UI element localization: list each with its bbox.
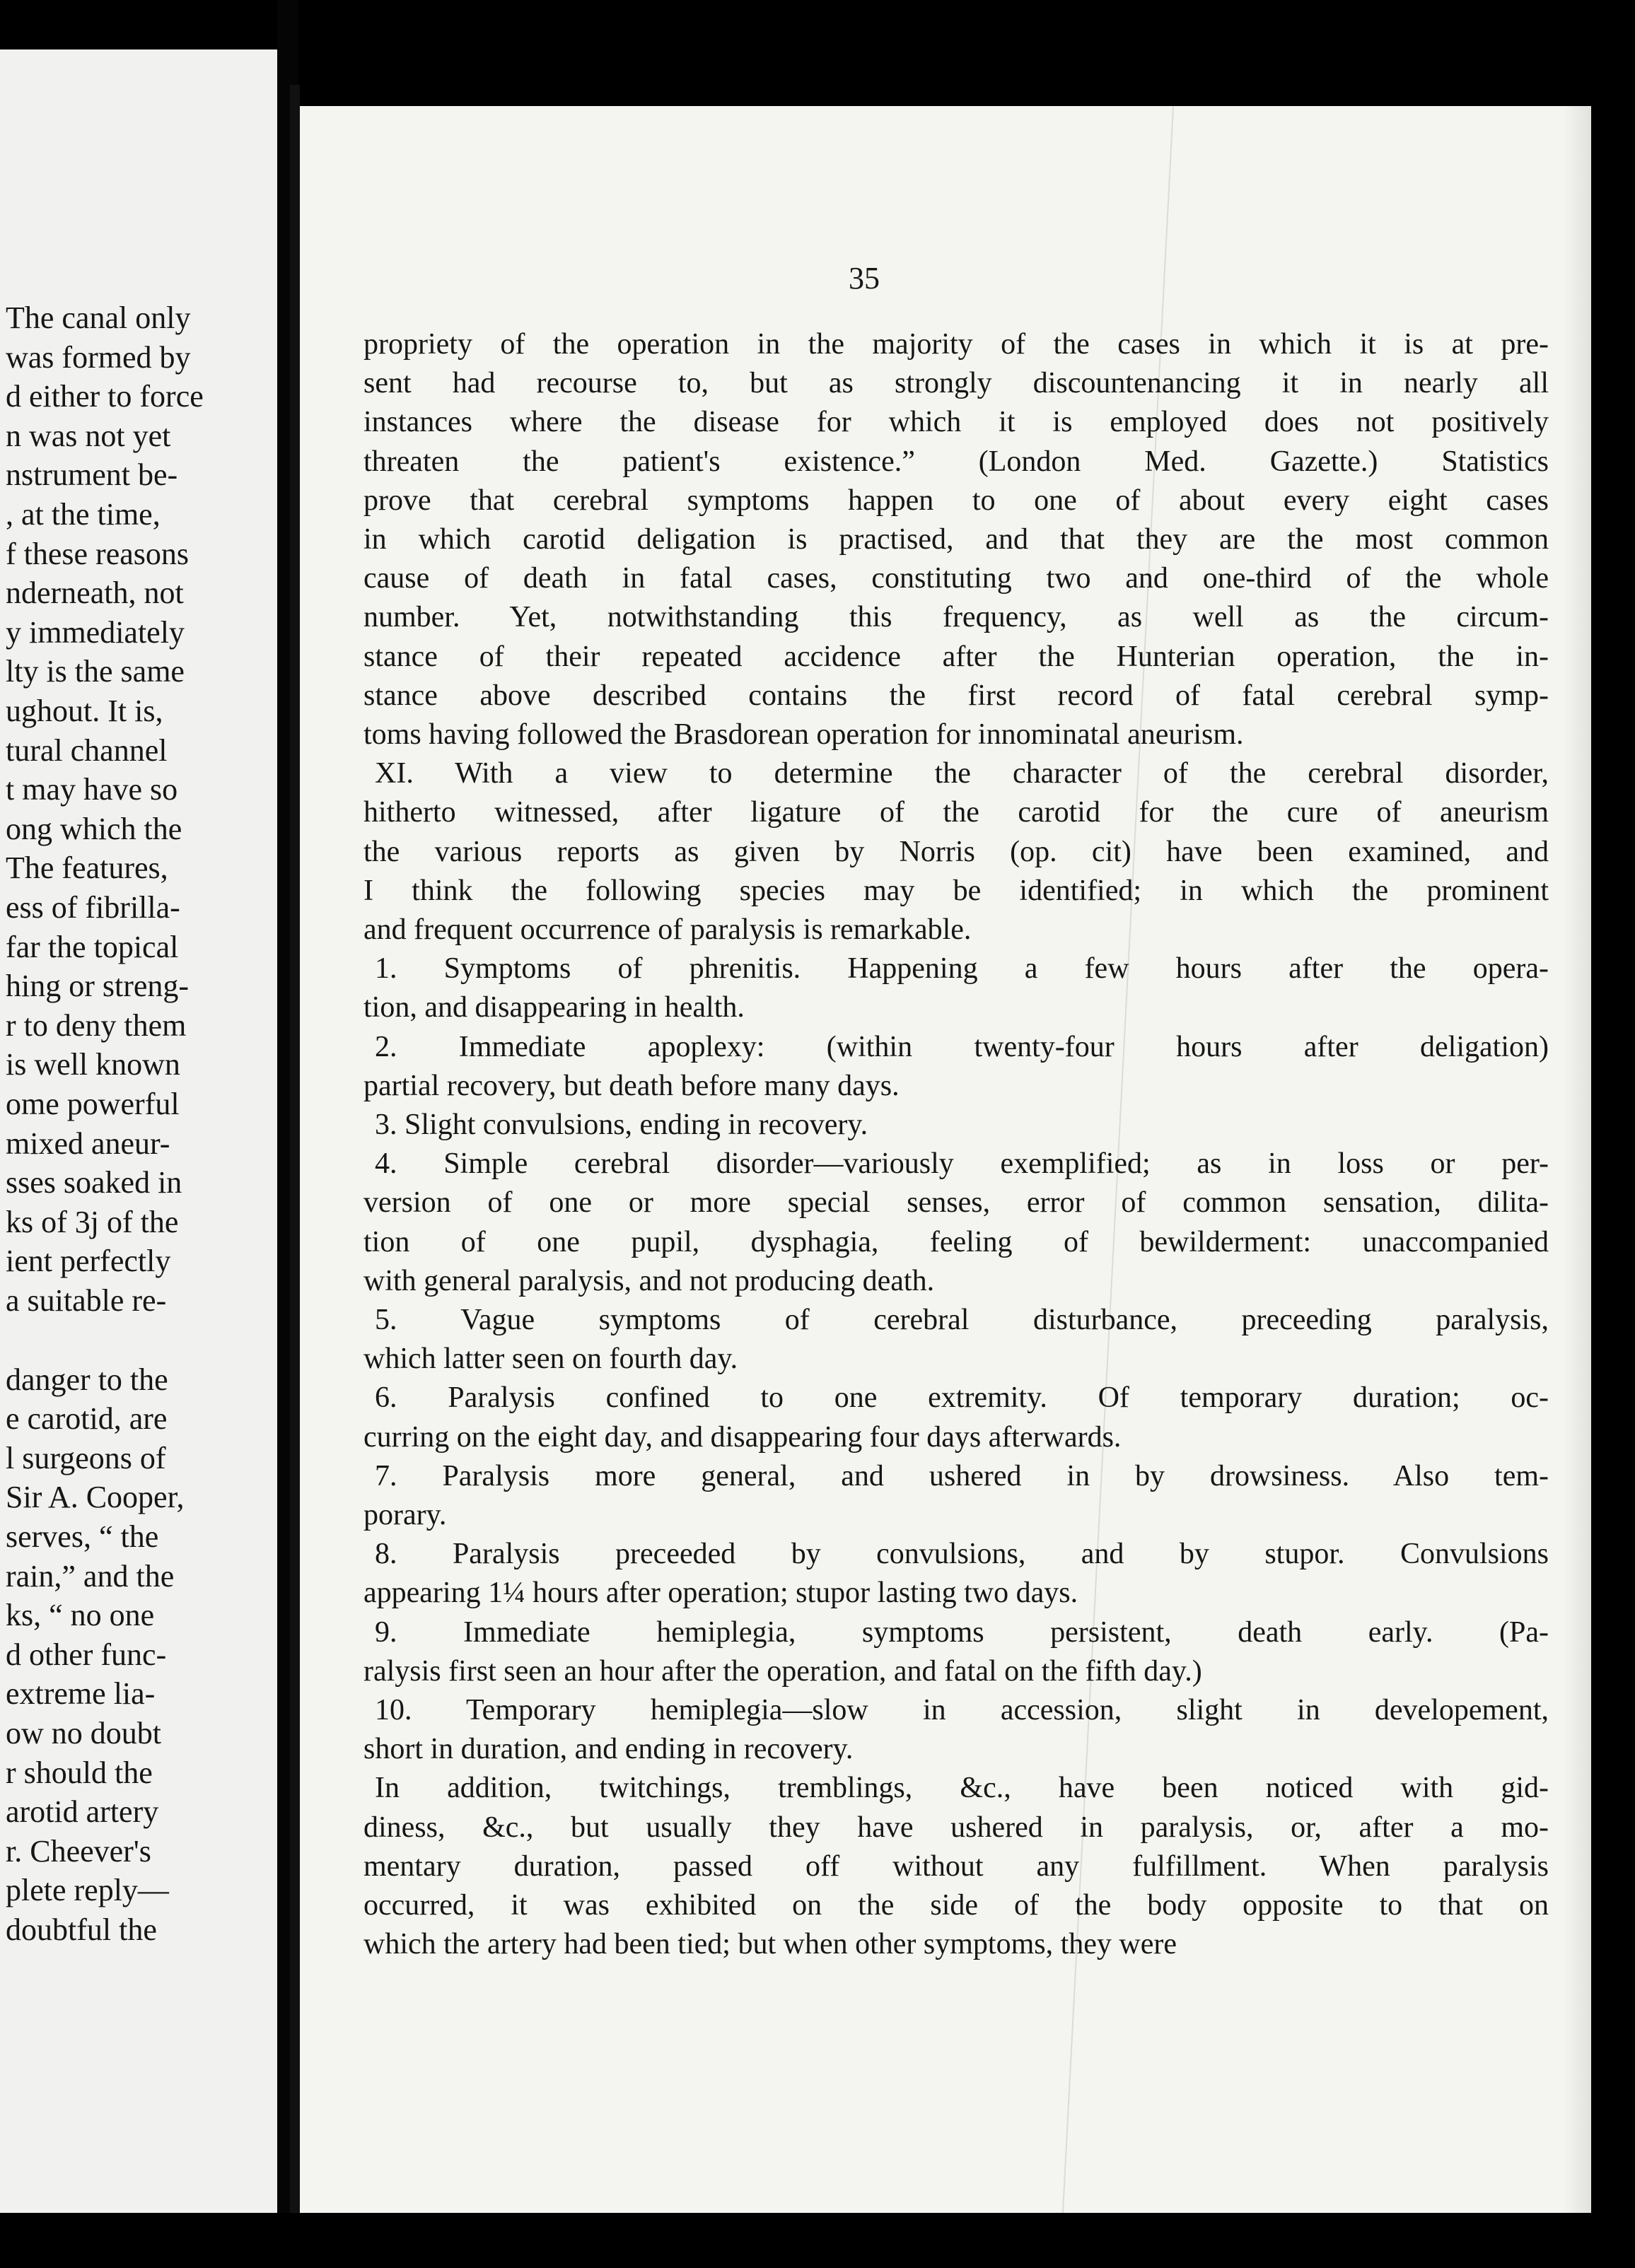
facing-page-line: ow no doubt — [6, 1716, 161, 1750]
text-line: instances where the disease for which it is employed does not positively — [363, 406, 1549, 439]
facing-page-line: was formed by — [6, 339, 191, 375]
facing-page-line: arotid artery — [6, 1794, 159, 1830]
text-line: which latter seen on fourth day. — [363, 1343, 738, 1376]
text-line: short in duration, and ending in recovery. — [363, 1733, 854, 1766]
text-line: 1. Symptoms of phrenitis. Happening a few hours after the opera- — [375, 952, 1549, 986]
facing-page-line: e carotid, are — [6, 1401, 168, 1437]
text-line: stance above described contains the first record of fatal cerebral symp- — [363, 679, 1549, 712]
text-line: prove that cerebral symptoms happen to one of about every eight cases — [363, 484, 1549, 517]
text-line: cause of death in fatal cases, constituting two and one-third of the whole — [363, 562, 1549, 595]
text-line: 5. Vague symptoms of cerebral disturbance, preceeding paralysis, — [375, 1304, 1549, 1336]
text-line: 2. Immediate apoplexy: (within twenty-four hours after deligation) — [375, 1030, 1549, 1063]
text-line: 6. Paralysis confined to one extremity. Of temporary duration; oc- — [375, 1381, 1549, 1415]
text-line: 9. Immediate hemiplegia, symptoms persistent, death early. (Pa- — [375, 1615, 1549, 1649]
facing-page-line: f these reasons — [6, 536, 190, 571]
text-line: 4. Simple cerebral disorder—variously exemplified; as in loss or per- — [375, 1147, 1549, 1181]
text-line: occurred, it was exhibited on the side of the body opposite to that on — [363, 1889, 1549, 1922]
facing-page-line: The canal only — [6, 300, 191, 335]
facing-page-line: d other func- — [6, 1637, 167, 1672]
facing-page-line: ks of 3j of the — [6, 1204, 179, 1239]
text-line: which the artery had been tied; but when other symptoms, they were — [363, 1928, 1177, 1961]
text-line: propriety of the operation in the majority of the cases in which it is at pre- — [363, 328, 1549, 361]
text-line: mentary duration, passed off without any fulfillment. When paralysis — [363, 1849, 1549, 1883]
text-line: with general paralysis, and not producing death. — [363, 1264, 935, 1297]
facing-page-line: r should the — [6, 1755, 153, 1790]
facing-page-line: ong which the — [6, 811, 182, 846]
facing-page-line: ome powerful — [6, 1087, 180, 1121]
facing-page-line: serves, “ the — [6, 1519, 159, 1554]
gutter-edge — [290, 85, 300, 2268]
text-line: in which carotid deligation is practised, and that they are the most common — [363, 523, 1549, 556]
facing-page-line: extreme lia- — [6, 1676, 156, 1712]
text-line: diness, &c., but usually they have ushered in paralysis, or, after a mo- — [363, 1811, 1549, 1844]
facing-page-line: hing or streng- — [6, 969, 190, 1004]
facing-page-line: d either to force — [6, 379, 204, 414]
facing-page-line: rain,” and the — [6, 1558, 175, 1594]
facing-page-line: t may have so — [6, 772, 178, 807]
facing-page-line: l surgeons of — [6, 1440, 166, 1475]
text-line: 7. Paralysis more general, and ushered in by drowsiness. Also tem- — [375, 1459, 1549, 1492]
text-line: version of one or more special senses, error of common sensation, dilita- — [363, 1186, 1549, 1220]
text-line: 3. Slight convulsions, ending in recovery. — [375, 1109, 868, 1141]
page-edge-shadow — [1563, 106, 1591, 2213]
facing-page-line: tural channel — [6, 732, 168, 768]
facing-page-line: danger to the — [6, 1362, 168, 1397]
page-number: 35 — [849, 261, 880, 296]
text-line: sent had recourse to, but as strongly discountenancing it in nearly all — [363, 367, 1549, 400]
text-line: tion, and disappearing in health. — [363, 991, 745, 1024]
facing-page-line: ks, “ no one — [6, 1598, 155, 1633]
facing-page-line: The features, — [6, 850, 168, 886]
facing-page-line: mixed aneur- — [6, 1126, 170, 1161]
facing-page-line: doubtful the — [6, 1912, 157, 1947]
text-line: curring on the eight day, and disappearing four days afterwards. — [363, 1420, 1122, 1454]
text-line: the various reports as given by Norris (op. cit) have been examined, and — [363, 835, 1549, 868]
text-line: partial recovery, but death before many days. — [363, 1069, 900, 1102]
scan-border-bottom — [0, 2213, 1635, 2268]
text-line: porary. — [363, 1499, 447, 1531]
facing-page-line: nderneath, not — [6, 575, 184, 611]
facing-page-fragment — [0, 49, 277, 2268]
text-line: appearing 1¼ hours after operation; stupor lasting two days. — [363, 1577, 1078, 1610]
facing-page-line: y immediately — [6, 614, 185, 650]
facing-page-line: is well known — [6, 1047, 180, 1082]
facing-page-line: r. Cheever's — [6, 1833, 151, 1869]
facing-page-line: a suitable re- — [6, 1283, 167, 1318]
facing-page-line: Sir A. Cooper, — [6, 1480, 185, 1515]
text-line: and frequent occurrence of paralysis is remarkable. — [363, 913, 972, 946]
facing-page-line: lty is the same — [6, 654, 185, 689]
text-line: I think the following species may be identified; in which the prominent — [363, 874, 1549, 907]
facing-page-line: plete reply— — [6, 1873, 169, 1908]
text-line: 8. Paralysis preceeded by convulsions, and by stupor. Convulsions — [375, 1538, 1549, 1571]
text-line: tion of one pupil, dysphagia, feeling of bewilderment: unaccompanied — [363, 1225, 1549, 1258]
text-line: stance of their repeated accidence after the Hunterian operation, the in- — [363, 640, 1549, 673]
facing-page-line: r to deny them — [6, 1007, 187, 1043]
text-line: hitherto witnessed, after ligature of the carotid for the cure of aneurism — [363, 796, 1549, 829]
facing-page-line: sses soaked in — [6, 1165, 182, 1200]
text-line: 10. Temporary hemiplegia—slow in accession, slight in developement, — [375, 1694, 1549, 1726]
facing-page-line: ess of fibrilla- — [6, 890, 180, 925]
facing-page-line: far the topical — [6, 929, 179, 964]
text-line: toms having followed the Brasdorean operation for innominatal aneurism. — [363, 718, 1244, 751]
text-line: threaten the patient's existence.” (London Med. Gazette.) Statistics — [363, 445, 1549, 478]
facing-page-line: nstrument be- — [6, 457, 178, 493]
text-line: In addition, twitchings, tremblings, &c., have been noticed with gid- — [375, 1772, 1549, 1805]
text-line: XI. With a view to determine the character of the cerebral disorder, — [375, 757, 1549, 790]
page-35 — [300, 106, 1591, 2213]
text-line: ralysis first seen an hour after the operation, and fatal on the fifth day.) — [363, 1654, 1202, 1688]
facing-page-line: ient perfectly — [6, 1244, 171, 1279]
text-line: number. Yet, notwithstanding this frequency, as well as the circum- — [363, 601, 1549, 634]
facing-page-line: , at the time, — [6, 497, 161, 532]
facing-page-line: n was not yet — [6, 418, 171, 453]
facing-page-line: ughout. It is, — [6, 694, 163, 728]
